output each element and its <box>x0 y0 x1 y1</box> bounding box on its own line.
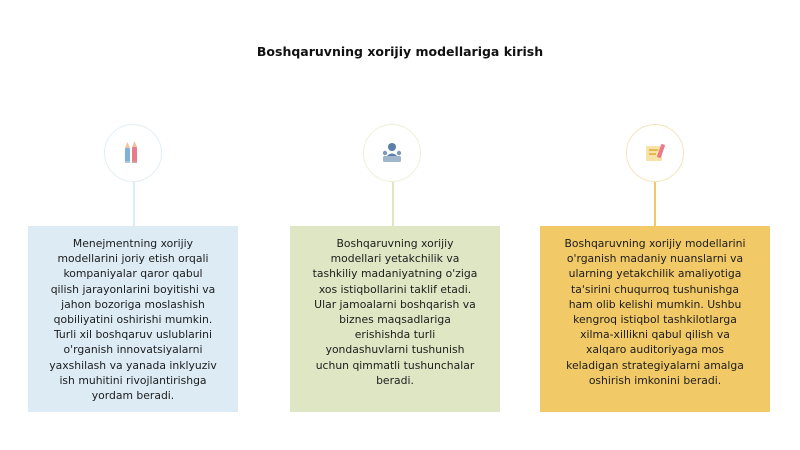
info-card-2: Boshqaruvning xorijiy modellari yetakchilik va tashkiliy madaniyatning o'ziga xos istiqbollarini taklif etadi. Ular jamoalarni boshqarish va biznes maqsadlariga erishishda turli yondashuvlarni tushunish uchun qimmatli tushunchalar beradi. <box>290 226 500 412</box>
page-title: Boshqaruvning xorijiy modellariga kirish <box>256 44 544 59</box>
pencils-icon <box>119 139 147 167</box>
connector-line <box>392 182 394 226</box>
team-leader-icon <box>378 139 406 167</box>
connector-line <box>654 182 656 226</box>
icon-circle <box>104 124 162 182</box>
notes-icon <box>641 139 669 167</box>
icon-circle <box>626 124 684 182</box>
icon-circle <box>363 124 421 182</box>
connector-line <box>133 182 135 226</box>
info-card-1: Menejmentning xorijiy modellarini joriy etish orqali kompaniyalar qaror qabul qilish jarayonlarini boyitishi va jahon bozoriga moslashish qobiliyatini oshirishi mumkin. Turli xil boshqaruv uslublarini o'rganish innovatsiyalarni yaxshilash va yanada inklyuziv ish muhitini rivojlantirishga yordam beradi. <box>28 226 238 412</box>
info-card-3: Boshqaruvning xorijiy modellarini o'rganish madaniy nuanslarni va ularning yetakchilik amaliyotiga ta'sirini chuqurroq tushunishga ham olib kelishi mumkin. Ushbu kengroq istiqbol tashkilotlarga xilma-xillikni qabul qilish va xalqaro auditoriyaga mos keladigan strategiyalarni amalga oshirish imkonini beradi. <box>540 226 770 412</box>
